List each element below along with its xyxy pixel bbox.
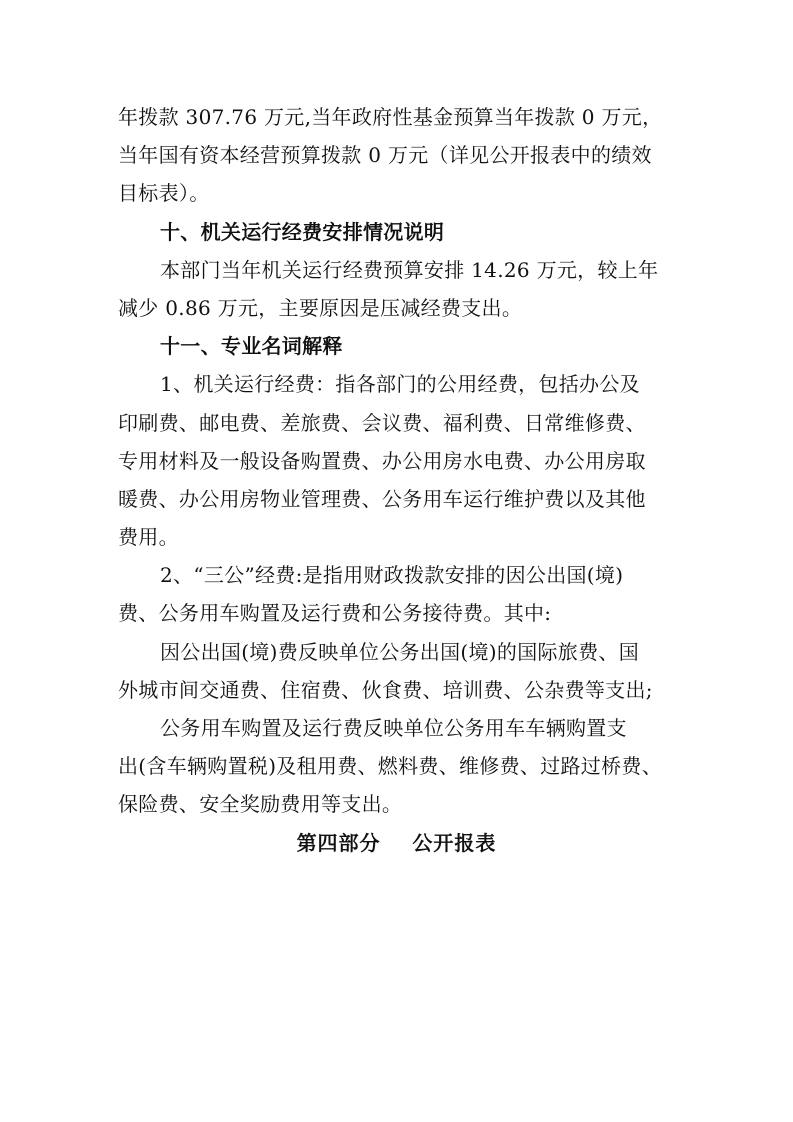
text-line: 本部门当年机关运行经费预算安排 14.26 万元，较上年 [160, 257, 659, 282]
body-text [118, 98, 678, 824]
text-line: 2、“三公”经费:是指用财政拨款安排的因公出国(境) [160, 563, 624, 588]
text-line: 印刷费、邮电费、差旅费、会议费、福利费、日常维修费、 [118, 410, 646, 435]
text-line: 因公出国(境)费反映单位公务出国(境)的国际旅费、国 [160, 639, 640, 664]
text-line: 目标表）。 [118, 181, 210, 206]
part-title: 第四部分 公开报表 [296, 831, 497, 855]
text-line: 公务用车购置及运行费反映单位公务用车车辆购置支 [160, 716, 627, 740]
text-line: 年拨款 307.76 万元,当年政府性基金预算当年拨款 0 万元， [118, 105, 663, 129]
text-line: 当年国有资本经营预算拨款 0 万元（详见公开报表中的绩效 [118, 143, 652, 168]
text-line: 保险费、安全奖励费用等支出。 [118, 792, 403, 817]
text-line: 暖费、办公用房物业管理费、公务用车运行维护费以及其他 [118, 486, 646, 511]
text-line: 1、机关运行经费：指各部门的公用经费，包括办公及 [160, 372, 640, 397]
text-line: 出(含车辆购置税)及租用费、燃料费、维修费、过路过桥费、 [118, 754, 663, 779]
text-line: 外城市间交通费、住宿费、伙食费、培训费、公杂费等支出; [118, 677, 653, 702]
text-line: 费、公务用车购置及运行费和公务接待费。其中: [118, 601, 552, 626]
text-line: 费用。 [118, 525, 179, 550]
text-line: 减少 0.86 万元，主要原因是压减经费支出。 [118, 295, 523, 320]
text-line: 专用材料及一般设备购置费、办公用房水电费、办公用房取 [118, 448, 646, 473]
section-heading-ten: 十、机关运行经费安排情况说明 [160, 219, 445, 244]
section-heading-eleven: 十一、专业名词解释 [160, 334, 343, 359]
